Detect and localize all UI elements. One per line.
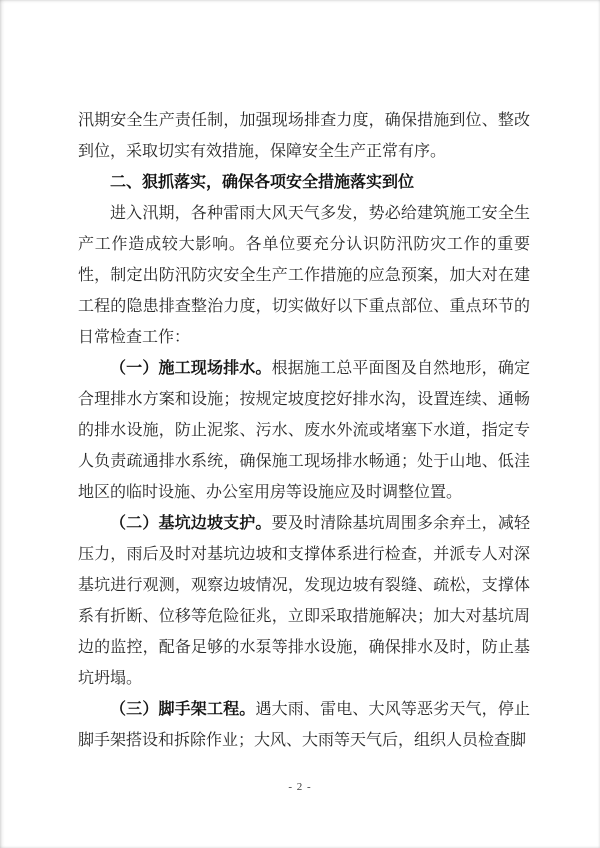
paragraph-item-1: [78, 353, 530, 508]
paragraph-continuation: 汛期安全生产责任制，加强现场排查力度，确保措施到位、整改到位，采取切实有效措施，保障安全生产正常有序。: [78, 112, 530, 160]
paragraph-item-2: [78, 508, 530, 694]
page-number: - 2 -: [288, 781, 312, 793]
paragraph-intro: 进入汛期，各种雷雨大风天气多发，势必给建筑施工安全生产工作造成较大影响。各单位要充分认识防汛防灾工作的重要性，制定出防汛防灾安全生产工作措施的应急预案，加大对在建工程的隐患排查整治力度，切实做好以下重点部位、重点环节的日常检查工作：: [78, 205, 530, 346]
item-3-text: 遇大雨、雷电、大风等恶劣天气，停止脚手架搭设和拆除作业；大风、大雨等天气后，组织人员检查脚: [78, 701, 530, 749]
paragraph-item-3: [78, 694, 530, 756]
section-heading-2: 二、狠抓落实，确保各项安全措施落实到位: [110, 174, 415, 191]
item-1-lead: （一）施工现场排水。: [110, 360, 272, 377]
item-2-text: 要及时清除基坑周围多余弃土，减轻压力，雨后及时对基坑边坡和支撑体系进行检查，并派专人对深基坑进行观测，观察边坡情况，发现边坡有裂缝、疏松，支撑体系有折断、位移等危险征兆，立即采取措施解决；加大对基坑周边的监控，配备足够的水泵等排水设施，确保排水及时，防止基坑坍塌。: [78, 515, 530, 687]
item-2-lead: （二）基坑边坡支护。: [110, 515, 272, 532]
item-3-lead: （三）脚手架工程。: [110, 701, 256, 718]
document-body: [78, 105, 530, 756]
item-1-text: 根据施工总平面图及自然地形，确定合理排水方案和设施；按规定坡度挖好排水沟，设置连续、通畅的排水设施，防止泥浆、污水、废水外流或堵塞下水道，指定专人负责疏通排水系统，确保施工现场排水畅通；处于山地、低洼地区的临时设施、办公室用房等设施应及时调整位置。: [78, 360, 530, 501]
